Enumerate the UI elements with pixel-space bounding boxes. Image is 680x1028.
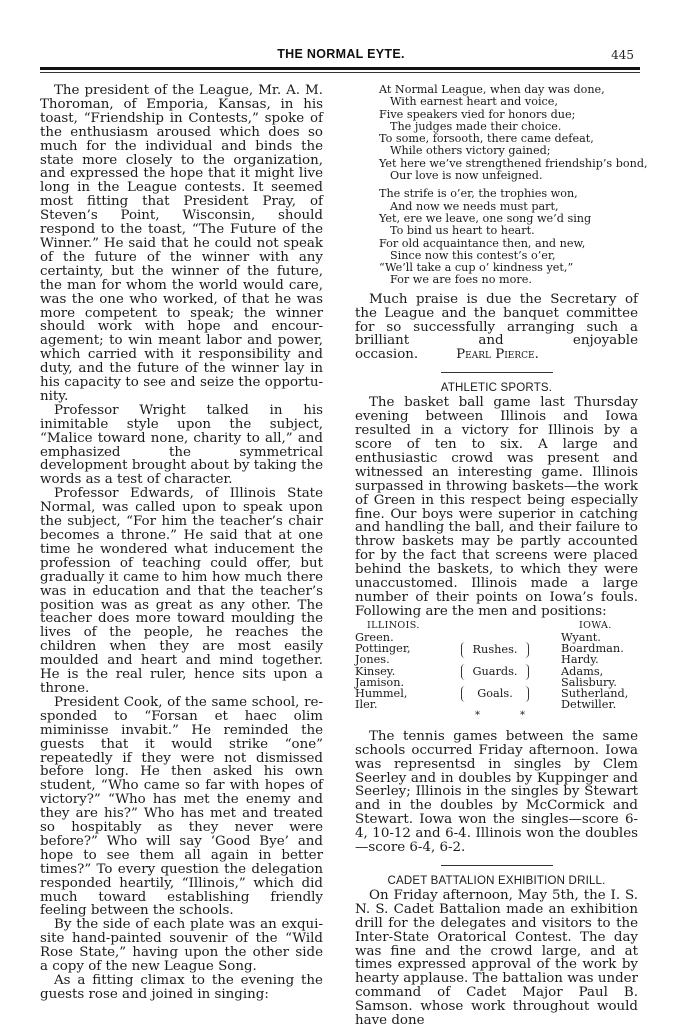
right-column [355,83,648,1028]
player-name: Wyant. [561,630,601,644]
author-signature: Pearl Pierce. [456,347,539,363]
paragraph-basketball: The basket ball game last Thursday evening between Illinois and Iowa resulted in a victory for Illinois by a score of ten to six. A large and enthusiastic crowd was present and witnessed an interesting game. Illinois surpassed in throwing baskets—the work of Green in this respect being especially fine. Our boys were superior in catching and handling the ball, and their failure to throw baskets may be partly accounted for by the fact that screens were placed behind the baskets, to which they were unaccustomed. Illinois made a large number of their points on Iowa’s fouls. Following are the men and positions: [355,395,638,619]
heading-athletic-sports: ATHLETIC SPORTS. [440,382,553,395]
player-name: Green. [355,630,394,644]
paragraph-cadet-drill: On Friday afternoon, May 5th, the I. S. N. S. Cadet Battalion made an exhibition drill for the delegates and visitors to the Inter-State Oratorical Contest. The day was fine and the crowd large, and at times expressed approval of the work by hearty applause. The battalion was under command of Cadet Major Paul B. Samson. whose work throughout would have done [355,887,638,1028]
asterisk-icon: * [520,709,525,721]
league-song-poem [379,83,648,287]
poem-line: Our love is now unfeigned. [390,169,543,183]
player-name: Hummel, [355,687,408,700]
position-label: Rushes. [455,639,535,661]
player-name: Kinsey. [355,664,396,678]
position-label: Guards. [455,661,535,683]
header-rule-thick [40,67,640,70]
poem-stanza [379,188,638,286]
roster-illinois [355,620,420,711]
paragraph-singing: As a fitting climax to the evening the guests rose and joined in singing: [40,973,323,1002]
paragraph-souvenir: By the side of each plate was an exquisite hand-painted souvenir of the “Wild Rose State,” having upon the other side a copy of the new League Song. [40,917,323,975]
player-name: Jones. [355,653,390,667]
paragraph-tennis: The tennis games between the same schools occurred Friday afternoon. Iowa was representsd in singles by Clem Seerley and in doubles by Kuppinger and Seerley; Illinois in the singles by Stewart and in the doubles by McCormick and Stewart. Iowa won the singles—score 6-4, 10-12 and 6-4. Illinois won the doubles—score 6-4, 6-2. [355,728,638,856]
section-divider [441,865,553,866]
heading-cadet-drill: CADET BATTALION EXHIBITION DRILL. [387,874,606,887]
poem-line: With earnest heart and voice, [390,95,558,109]
player-name: Salisbury. [561,675,617,689]
poem-stanza [379,83,648,183]
paragraph-thoroman-toast: The president of the League, Mr. A. M. Thoroman, of Emporia, Kansas, in his toast, “Friendship in Contests,” spoke of the enthusiasm aroused which does so much for the individual and binds the state more closely to the organization, and expressed the hope that it might live long in the League contests. It seemed most fitting that President Pray, of Steven’s Point, Wisconsin, should respond to the toast, “The Future of the Winner.” He said that he could not speak of the future of the winner with any certainty, but the winner of the future, the man for whom the world would care, was the one who worked, of that he was more competent to speak; the winner should work with hope and encouragement; to win meant labor and power, which carried with it responsibility and duty, and the future of the winner lay in his capacity to see and seize the opportunity. [40,83,323,404]
player-name: Adams, [561,664,604,678]
left-column [40,84,323,1002]
poem-line: For old acquaintance then, and new, [379,236,586,250]
poem-line: To bind us heart to heart. [390,224,535,238]
poem-line: The strife is o’er, the trophies won, [379,187,578,201]
team-label-iowa: IOWA. [579,619,612,631]
poem-line: For we are foes no more. [390,273,532,287]
position-label: Goals. [455,683,535,705]
poem-line: Yet, ere we leave, one song we’d sing [379,211,592,225]
paragraph-professor-wright: Professor Wright talked in his inimitable style upon the subject, “Malice toward none, charity to all,” and emphasized the symmetrical development brought about by taking the words as a test of character. [40,402,323,488]
section-divider [441,372,553,373]
asterism-ornament [475,710,525,721]
player-name: Sutherland, [561,687,629,700]
page-number: 445 [611,48,634,62]
player-name: Pottinger, [355,642,411,656]
poem-line: To some, forsooth, there came defeat, [379,132,594,146]
player-name: Detwiller. [561,698,617,712]
asterisk-icon: * [475,709,480,721]
player-name: Iler. [355,698,378,712]
page-header [40,47,642,67]
poem-line: “We’ll take a cup o’ kindness yet,” [379,261,574,275]
roster-iowa [561,620,628,711]
player-name: Hardy. [561,653,599,667]
poem-line: At Normal League, when day was done, [379,83,605,96]
paragraph-president-cook: President Cook, of the same school, responded to “Forsan et haec olim miminisse invabit.” He reminded the guests that it would strike “one” repeatedly if they were not dismissed before long. He then asked his own student, “Who came so far with hopes of victory?” “Who has met the enemy and they are his?” Who has met and treated so hospitably as they never were before?” Who will say ‘Good Bye’ and hope to see them all again in better times?” To every question the delegation responded heartily, “Illinois,” which did much toward establishing friendly feeling between the schools. [40,694,323,919]
header-rule-thin [40,72,640,73]
player-name: Boardman. [561,642,624,656]
poem-line: While others victory gained; [390,144,551,158]
poem-line: The judges made their choice. [390,119,562,133]
player-name: Jamison. [355,675,405,689]
poem-line: And now we needs must part, [390,199,559,213]
basketball-roster [355,620,638,730]
roster-positions [455,639,535,705]
poem-line: Five speakers vied for honors due; [379,107,576,121]
poem-line: Yet here we’ve strengthened friendship’s bond, [379,156,648,170]
paragraph-closing-praise [355,293,638,363]
paragraph-professor-edwards: Professor Edwards, of Illinois State Normal, was called upon to speak upon the subject, “For him the teacher’s chair becomes a throne.” He said that at one time he wondered what inducement the profession of teaching could offer, but gradually it came to him how much there was in education and that the teacher’s position was as great as any other. The teacher does more toward moulding the lives of the people, he reaches the children when they are most easily moulded and heart and mind together. He is the real ruler, hence sits upon a throne. [40,486,323,696]
poem-line: Since now this contest’s o’er, [390,248,556,262]
closing-text: Much praise is due the Secretary of the League and the banquet committee for so successfully arranging such a brilliant and enjoyable occasion. [355,291,638,363]
publication-title: THE NORMAL EYTE. [277,47,405,61]
team-label-illinois: ILLINOIS. [367,619,420,631]
